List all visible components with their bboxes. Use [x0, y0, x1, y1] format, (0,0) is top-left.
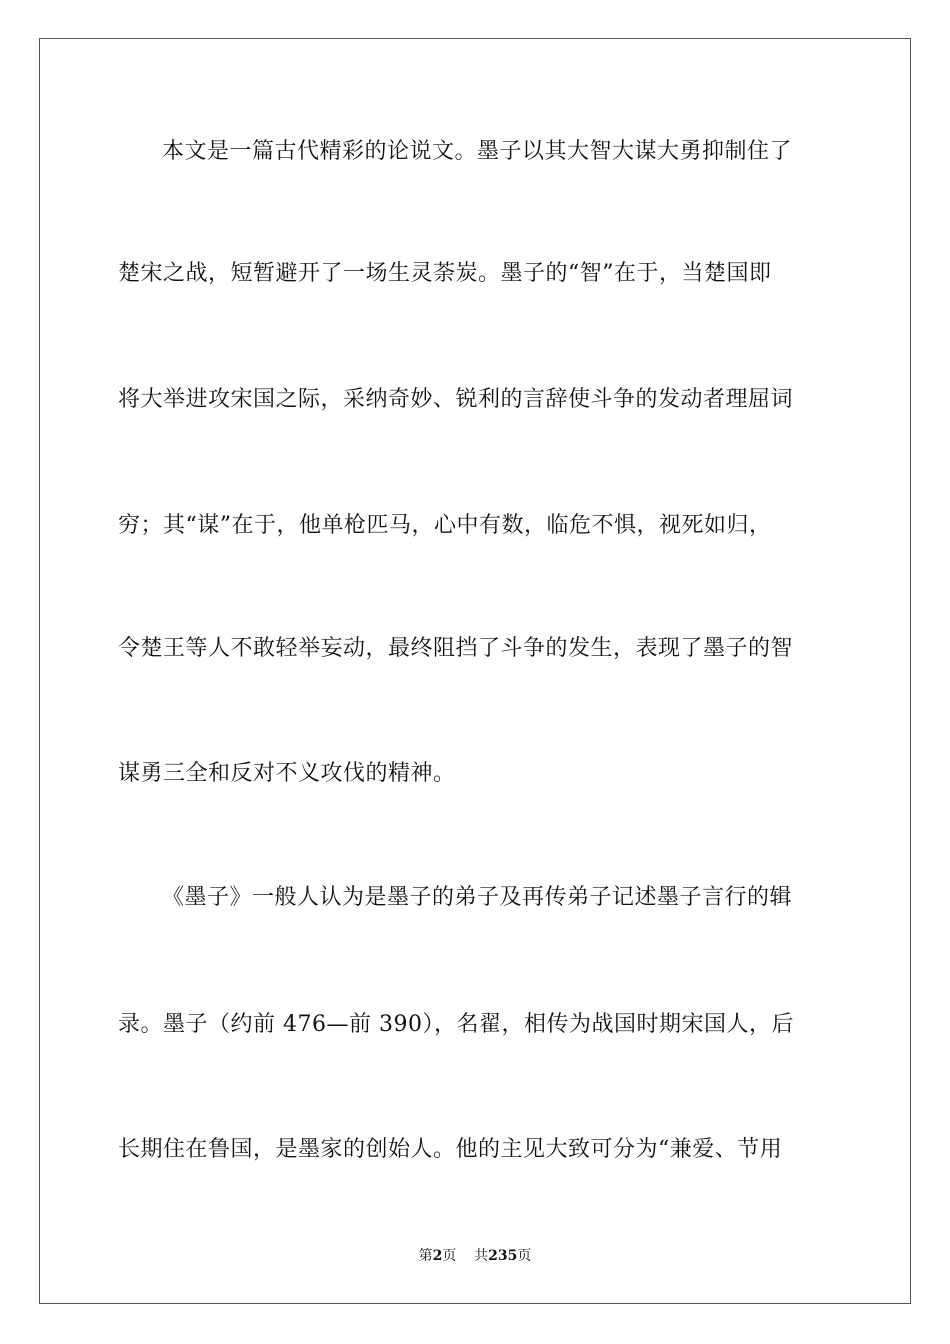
text-line: 长期住在鲁国，是墨家的创始人。他的主见大致可分为“兼爱、节用 [118, 1137, 783, 1162]
total-prefix: 共 [474, 1248, 489, 1264]
total-suffix: 页 [517, 1248, 532, 1264]
text-line: 本文是一篇古代精彩的论说文。墨子以其大智大谋大勇抑制住了 [162, 139, 793, 164]
text-line: 《墨子》一般人认为是墨子的弟子及再传弟子记述墨子言行的辑 [162, 885, 793, 910]
text-line: 穷；其“谋”在于，他单枪匹马，心中有数，临危不惧，视死如归， [118, 513, 772, 538]
text-line: 将大举进攻宋国之际，采纳奇妙、锐利的言辞使斗争的发动者理屈词 [118, 387, 794, 412]
total-pages: 235 [488, 1248, 518, 1264]
page-suffix: 页 [442, 1248, 457, 1264]
page-border [39, 38, 911, 1304]
page-footer [0, 1246, 950, 1266]
text-line: 录。墨子（约前 476—前 390），名翟，相传为战国时期宋国人，后 [118, 1012, 794, 1037]
text-line: 谋勇三全和反对不义攻伐的精神。 [118, 761, 456, 786]
text-line: 令楚王等人不敢轻举妄动，最终阻挡了斗争的发生，表现了墨子的智 [118, 636, 794, 661]
page-number: 2 [432, 1248, 443, 1264]
page-prefix: 第 [418, 1248, 433, 1264]
text-line: 楚宋之战，短暂避开了一场生灵荼炭。墨子的“智”在于，当楚国即 [118, 261, 772, 286]
